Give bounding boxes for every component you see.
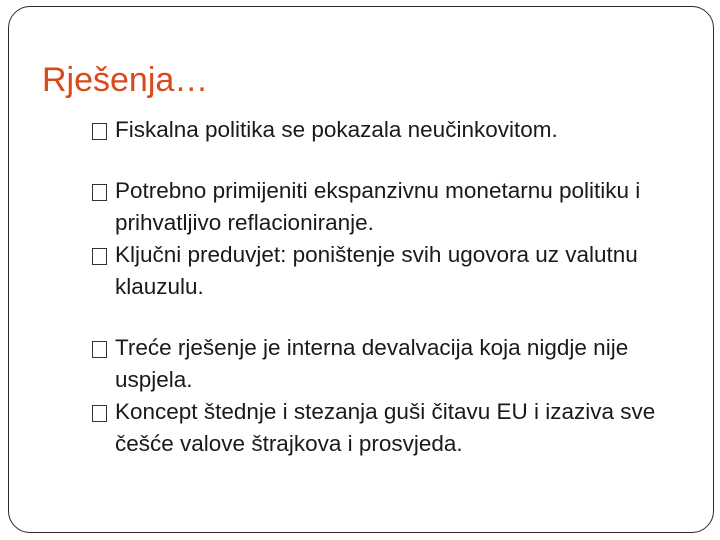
bullet-item: [92, 175, 682, 239]
bullet-list: [92, 114, 682, 460]
checkbox-bullet-icon: [92, 341, 107, 358]
bullet-item: [92, 332, 682, 396]
slide-title: Rješenja…: [42, 61, 209, 99]
bullet-text: Ključni preduvjet: poništenje svih ugovora uz valutnu klauzulu.: [115, 242, 638, 299]
bullet-text: Treće rješenje je interna devalvacija koja nigdje nije uspjela.: [115, 335, 629, 392]
checkbox-bullet-icon: [92, 123, 107, 140]
checkbox-bullet-icon: [92, 248, 107, 265]
bullet-item: [92, 114, 682, 146]
checkbox-bullet-icon: [92, 405, 107, 422]
bullet-text: Fiskalna politika se pokazala neučinkovitom.: [115, 117, 558, 142]
bullet-item: [92, 396, 682, 460]
bullet-text: Potrebno primijeniti ekspanzivnu monetarnu politiku i prihvatljivo reflacioniranje.: [115, 178, 641, 235]
bullet-text: Koncept štednje i stezanja guši čitavu EU i izaziva sve češće valove štrajkova i prosvjeda.: [115, 399, 656, 456]
bullet-item: [92, 239, 682, 303]
checkbox-bullet-icon: [92, 184, 107, 201]
